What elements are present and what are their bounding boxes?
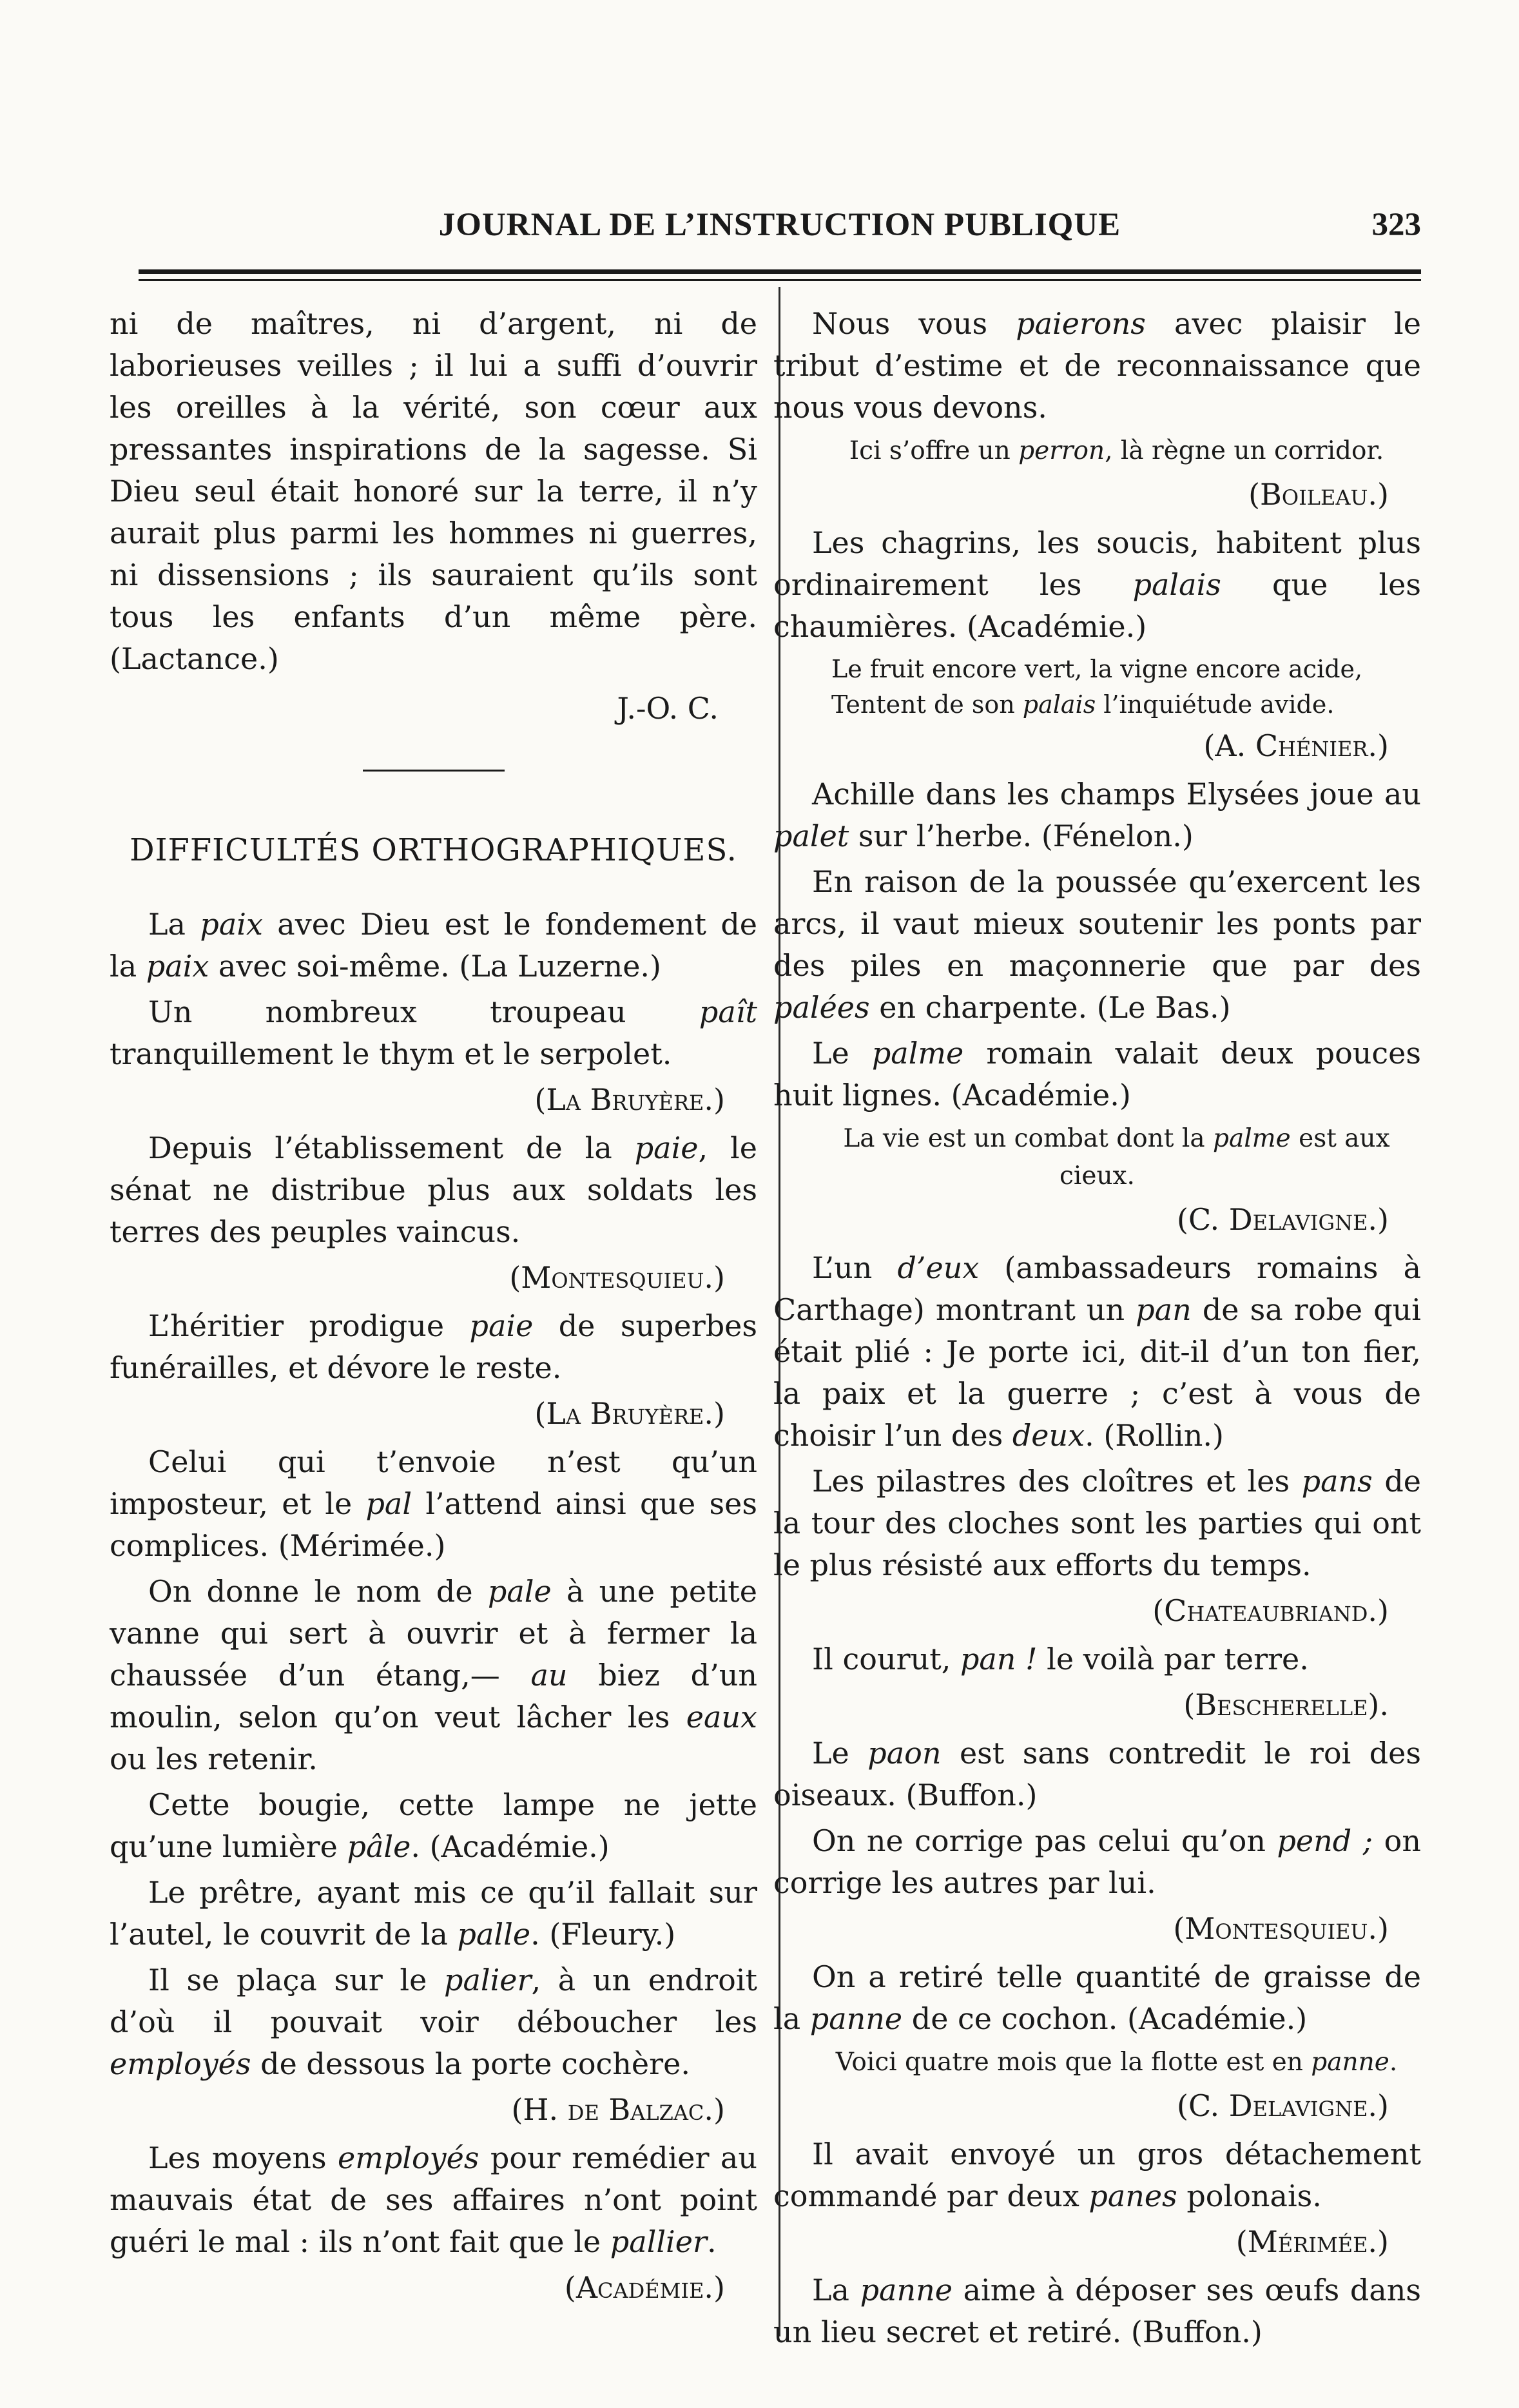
verse-palais: Le fruit encore vert, la vigne encore acide, Tentent de son palais l’inquiétude avide. — [831, 655, 1363, 719]
left-column — [110, 303, 757, 2315]
source-attribution: (Bescherelle). — [1183, 1687, 1389, 1722]
source-attribution: (La Bruyère.) — [534, 1082, 725, 1117]
intro-paragraph: ni de maîtres, ni d’argent, ni de laborieuses veilles ; il lui a suffi d’ouvrir les oreilles à la vérité, son cœur aux pressantes inspirations de la sagesse. Si Dieu seul était honoré sur la terre, il n’y aurait plus parmi les hommes ni guerres, ni dissensions ; ils sauraient qu’ils sont tous les enfants d’un même père. (Lactance.) — [110, 306, 757, 676]
example-panne-3: La panne aime à déposer ses œufs dans un lieu secret et retiré. (Buffon.) — [773, 2273, 1421, 2349]
example-paierons: Nous vous paierons avec plaisir le tribut d’estime et de reconnaissance que nous vous devons. — [773, 306, 1421, 425]
example-pallier: Les moyens employés pour remédier au mauvais état de ses affaires n’ont point guéri le mal : ils n’ont fait que le pallier. — [110, 2141, 757, 2259]
source-attribution: (Académie.) — [564, 2270, 725, 2305]
header-rule-thick — [139, 269, 1421, 274]
journal-title: JOURNAL DE L’INSTRUCTION PUBLIQUE — [438, 207, 1121, 243]
example-pan-deux: L’un d’eux (ambassadeurs romains à Carthage) montrant un pan de sa robe qui était plié : Je porte ici, dit-il d’un ton fier, la paix et la guerre ; c’est à vous de choisir l’un des deux. (Rollin.) — [773, 1250, 1422, 1453]
source-attribution: (Montesquieu.) — [509, 1260, 725, 1295]
signature: J.-O. C. — [617, 691, 719, 726]
example-panne-1: On a retiré telle quantité de graisse de la panne de ce cochon. (Académie.) — [773, 1959, 1421, 2036]
right-column — [773, 303, 1421, 2357]
example-palme-1: Le palme romain valait deux pouces huit lignes. (Académie.) — [773, 1036, 1421, 1112]
example-palme-2: La vie est un combat dont la palme est aux cieux. — [843, 1124, 1390, 1190]
example-palle: Le prêtre, ayant mis ce qu’il fallait sur l’autel, le couvrit de la palle. (Fleury.) — [110, 1875, 757, 1952]
running-head — [139, 193, 1421, 251]
source-attribution: (A. Chénier.) — [1203, 728, 1389, 763]
source-attribution: (C. Delavigne.) — [1177, 2088, 1389, 2123]
section-title: DIFFICULTÉS ORTHOGRAPHIQUES. — [130, 832, 737, 868]
page-number: 323 — [1371, 207, 1421, 243]
example-perron: Ici s’offre un perron, là règne un corridor. — [849, 436, 1384, 465]
header-rule-thin — [139, 279, 1421, 281]
source-attribution: (Mérimée.) — [1235, 2224, 1389, 2259]
example-pan-interj: Il courut, pan ! le voilà par terre. — [812, 1642, 1309, 1676]
example-palet: Achille dans les champs Elysées joue au palet sur l’herbe. (Fénelon.) — [773, 777, 1421, 853]
example-pend: On ne corrige pas celui qu’on pend ; on corrige les autres par lui. — [773, 1823, 1421, 1900]
example-palees: En raison de la poussée qu’exercent les arcs, il vaut mieux soutenir les ponts par des piles en maçonnerie que par des palées en charpente. (Le Bas.) — [773, 864, 1421, 1025]
source-attribution: (La Bruyère.) — [534, 1396, 725, 1431]
example-pale-adj: Cette bougie, cette lampe ne jette qu’une lumière pâle. (Académie.) — [110, 1787, 757, 1864]
example-panes: Il avait envoyé un gros détachement commandé par deux panes polonais. — [773, 2137, 1421, 2213]
example-paon: Le paon est sans contredit le roi des oiseaux. (Buffon.) — [773, 1736, 1421, 1812]
example-paix: La paix avec Dieu est le fondement de la paix avec soi-même. (La Luzerne.) — [110, 907, 757, 984]
example-palier: Il se plaça sur le palier, à un endroit d’où il pouvait voir déboucher les employés de dessous la porte cochère. — [110, 1963, 758, 2081]
example-pale: On donne le nom de pale à une petite vanne qui sert à ouvrir et à fermer la chaussée d’un étang,— au biez d’un moulin, selon qu’on veut lâcher les eaux ou les retenir. — [110, 1574, 758, 1776]
example-pans: Les pilastres des cloîtres et les pans de la tour des cloches sont les parties qui ont le plus résisté aux efforts du temps. — [773, 1464, 1421, 1582]
source-attribution: (Chateaubriand.) — [1152, 1593, 1389, 1628]
example-paie-2: L’héritier prodigue paie de superbes funérailles, et dévore le reste. — [110, 1308, 757, 1385]
source-attribution: (C. Delavigne.) — [1177, 1202, 1389, 1237]
example-palais-1: Les chagrins, les soucis, habitent plus ordinairement les palais que les chaumières. (Académie.) — [773, 525, 1421, 644]
example-pait: Un nombreux troupeau paît tranquillement le thym et le serpolet. — [110, 995, 757, 1071]
source-attribution: (H. de Balzac.) — [511, 2092, 725, 2127]
source-attribution: (Boileau.) — [1248, 477, 1389, 512]
example-pal: Celui qui t’envoie n’est qu’un imposteur, et le pal l’attend ainsi que ses complices. (Mérimée.) — [110, 1444, 757, 1563]
example-paie-1: Depuis l’établissement de la paie, le sénat ne distribue plus aux soldats les terres des peuples vaincus. — [110, 1131, 757, 1249]
example-panne-2: Voici quatre mois que la flotte est en panne. — [835, 2048, 1398, 2077]
section-separator — [363, 770, 505, 772]
source-attribution: (Montesquieu.) — [1173, 1911, 1389, 1946]
